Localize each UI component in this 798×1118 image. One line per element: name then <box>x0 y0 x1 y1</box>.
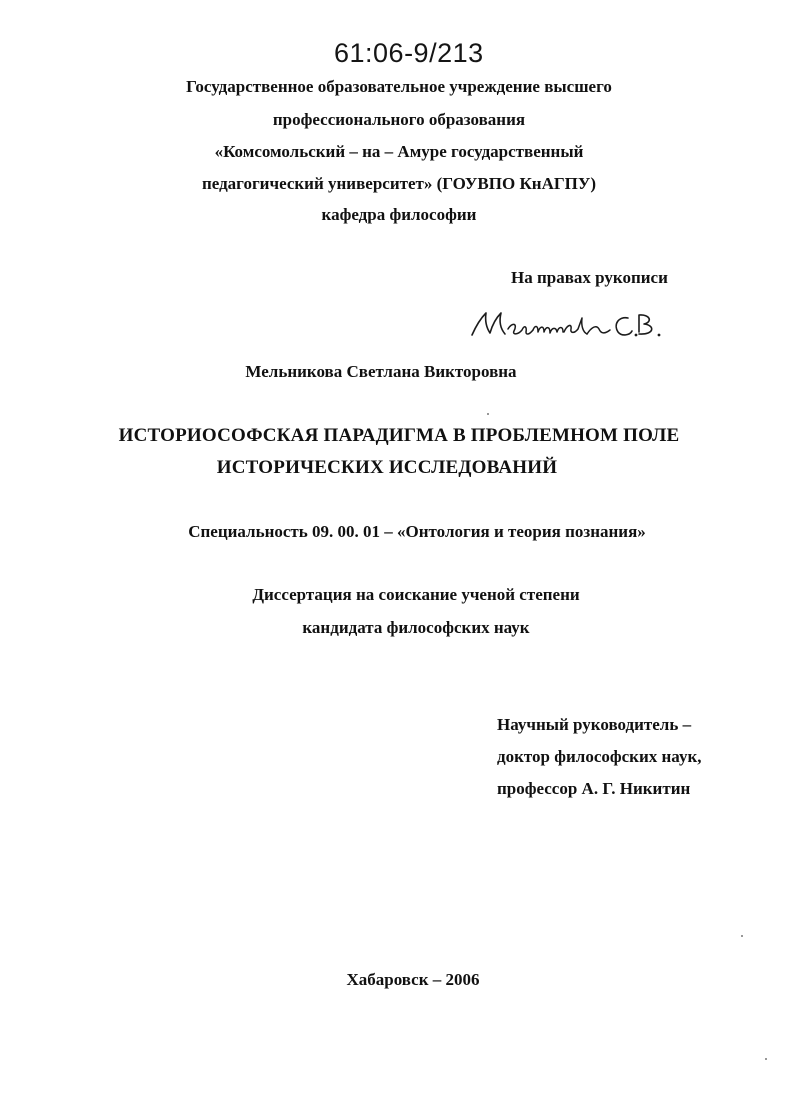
specialty-line: Специальность 09. 00. 01 – «Онтология и теория познания» <box>188 522 646 541</box>
department-name: кафедра философии <box>321 205 477 224</box>
institution-line-2: профессионального образования <box>272 110 526 129</box>
author-name: Мельникова Светлана Викторовна <box>245 362 517 381</box>
supervisor-line-3: профессор А. Г. Никитин <box>497 779 691 798</box>
supervisor-line-2: доктор философских наук, <box>497 747 702 766</box>
degree-line-1: Диссертация на соискание ученой степени <box>252 585 580 604</box>
author-signature <box>468 304 678 348</box>
scan-speck <box>487 413 489 415</box>
archive-stamp-number: 61:06-9/213 <box>334 38 484 68</box>
supervisor-line-1: Научный руководитель – <box>497 715 692 734</box>
city-and-year: Хабаровск – 2006 <box>346 970 480 989</box>
degree-line-2: кандидата философских наук <box>302 618 530 637</box>
manuscript-rights-label: На правах рукописи <box>511 268 668 287</box>
institution-line-1: Государственное образовательное учреждение высшего <box>186 77 612 96</box>
scan-speck <box>765 1058 767 1060</box>
dissertation-title-line-1: ИСТОРИОСОФСКАЯ ПАРАДИГМА В ПРОБЛЕМНОМ ПОЛЕ <box>118 425 680 446</box>
institution-line-3: «Комсомольский – на – Амуре государственный <box>214 142 584 161</box>
scan-speck <box>741 935 743 937</box>
dissertation-title-line-2: ИСТОРИЧЕСКИХ ИССЛЕДОВАНИЙ <box>216 457 558 478</box>
institution-line-4: педагогический университет» (ГОУВПО КнАГПУ) <box>201 174 597 193</box>
